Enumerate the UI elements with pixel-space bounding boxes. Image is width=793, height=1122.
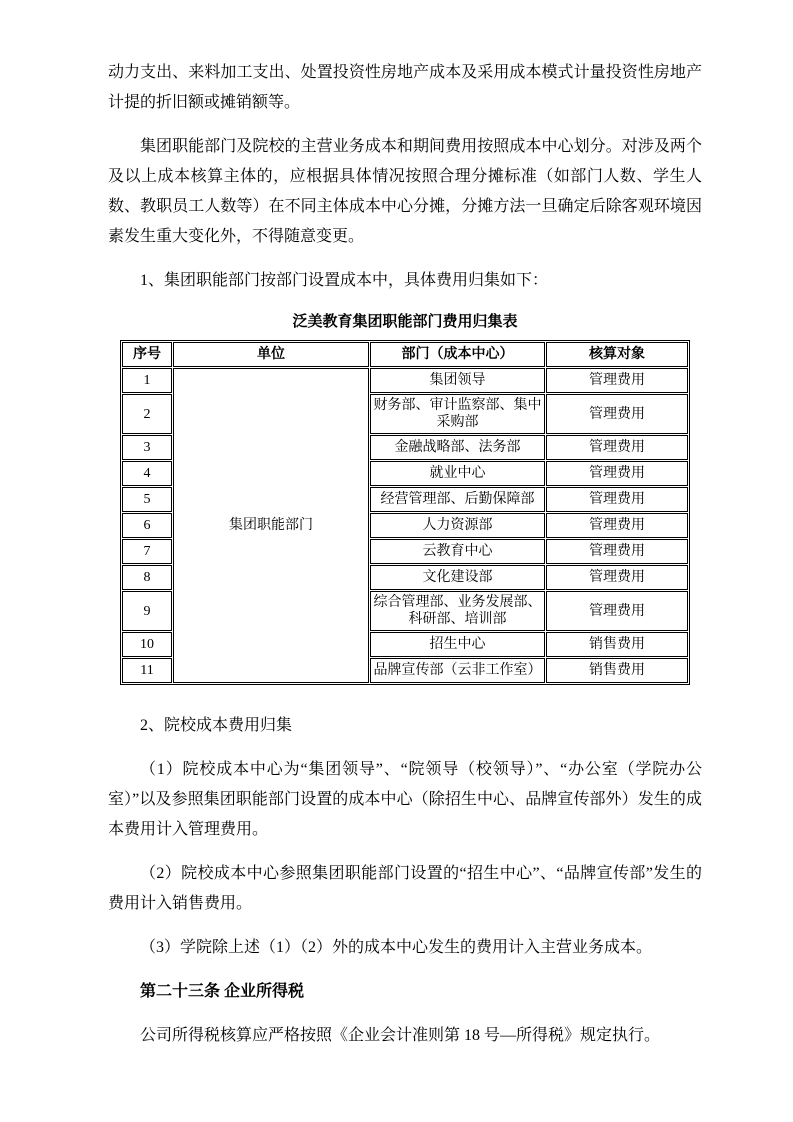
row-number: 5 <box>122 487 172 512</box>
object-cell: 管理费用 <box>546 487 688 512</box>
object-cell: 管理费用 <box>546 591 688 631</box>
dept-cell: 品牌宣传部（云非工作室） <box>370 658 545 683</box>
dept-cell: 金融战略部、法务部 <box>370 435 545 460</box>
row-number: 9 <box>122 591 172 631</box>
paragraph-list-item-2: 2、院校成本费用归集 <box>140 717 293 734</box>
object-cell: 销售费用 <box>546 632 688 657</box>
dept-cell: 招生中心 <box>370 632 545 657</box>
dept-cell: 经营管理部、后勤保障部 <box>370 487 545 512</box>
object-cell: 管理费用 <box>546 394 688 434</box>
dept-cell: 综合管理部、业务发展部、科研部、培训部 <box>370 591 545 631</box>
dept-cell: 集团领导 <box>370 368 545 393</box>
header-serial: 序号 <box>122 342 172 367</box>
header-unit: 单位 <box>173 342 369 367</box>
row-number: 8 <box>122 565 172 590</box>
section-heading-article-23: 第二十三条 企业所得税 <box>140 983 305 1000</box>
table-header-row <box>122 342 688 367</box>
row-number: 11 <box>122 658 172 683</box>
dept-cell: 文化建设部 <box>370 565 545 590</box>
paragraph-sub-item-3: （3）学院除上述（1）（2）外的成本中心发生的费用计入主营业务成本。 <box>140 939 653 956</box>
row-number: 10 <box>122 632 172 657</box>
dept-cell: 财务部、审计监察部、集中采购部 <box>370 394 545 434</box>
dept-cell: 人力资源部 <box>370 513 545 538</box>
dept-cell: 就业中心 <box>370 461 545 486</box>
paragraph-list-item-1: 1、集团职能部门按部门设置成本中，具体费用归集如下： <box>140 272 549 289</box>
paragraph-continuation: 动力支出、来料加工支出、处置投资性房地产成本及采用成本模式计量投资性房地产计提的折旧额或摊销额等。 <box>108 64 702 111</box>
paragraph-sub-item-2: （2）院校成本中心参照集团职能部门设置的“招生中心”、“品牌宣传部”发生的费用计入销售费用。 <box>108 865 702 912</box>
object-cell: 管理费用 <box>546 435 688 460</box>
table-title: 泛美教育集团职能部门费用归集表 <box>292 314 518 330</box>
paragraph-sub-item-1: （1）院校成本中心为“集团领导”、“院领导（校领导）”、“办公室（学院办公室）”以及参照集团职能部门设置的成本中心（除招生中心、品牌宣传部外）发生的成本费用计入管理费用。 <box>108 761 702 838</box>
table-row <box>122 368 688 393</box>
object-cell: 销售费用 <box>546 658 688 683</box>
object-cell: 管理费用 <box>546 368 688 393</box>
unit-cell: 集团职能部门 <box>173 368 369 683</box>
row-number: 1 <box>122 368 172 393</box>
object-cell: 管理费用 <box>546 565 688 590</box>
header-department: 部门（成本中心） <box>370 342 545 367</box>
dept-cell: 云教育中心 <box>370 539 545 564</box>
paragraph-cost-split: 集团职能部门及院校的主营业务成本和期间费用按照成本中心划分。对涉及两个及以上成本核算主体的，应根据具体情况按照合理分摊标准（如部门人数、学生人数、教职员工人数等）在不同主体成本中心分摊，分摊方法一旦确定后除客观环境因素发生重大变化外，不得随意变更。 <box>108 138 702 245</box>
expense-allocation-table <box>120 340 690 685</box>
row-number: 2 <box>122 394 172 434</box>
object-cell: 管理费用 <box>546 539 688 564</box>
paragraph-income-tax: 公司所得税核算应严格按照《企业会计准则第 18 号—所得税》规定执行。 <box>140 1027 661 1044</box>
header-accounting-object: 核算对象 <box>546 342 688 367</box>
row-number: 7 <box>122 539 172 564</box>
object-cell: 管理费用 <box>546 461 688 486</box>
row-number: 3 <box>122 435 172 460</box>
object-cell: 管理费用 <box>546 513 688 538</box>
row-number: 6 <box>122 513 172 538</box>
row-number: 4 <box>122 461 172 486</box>
